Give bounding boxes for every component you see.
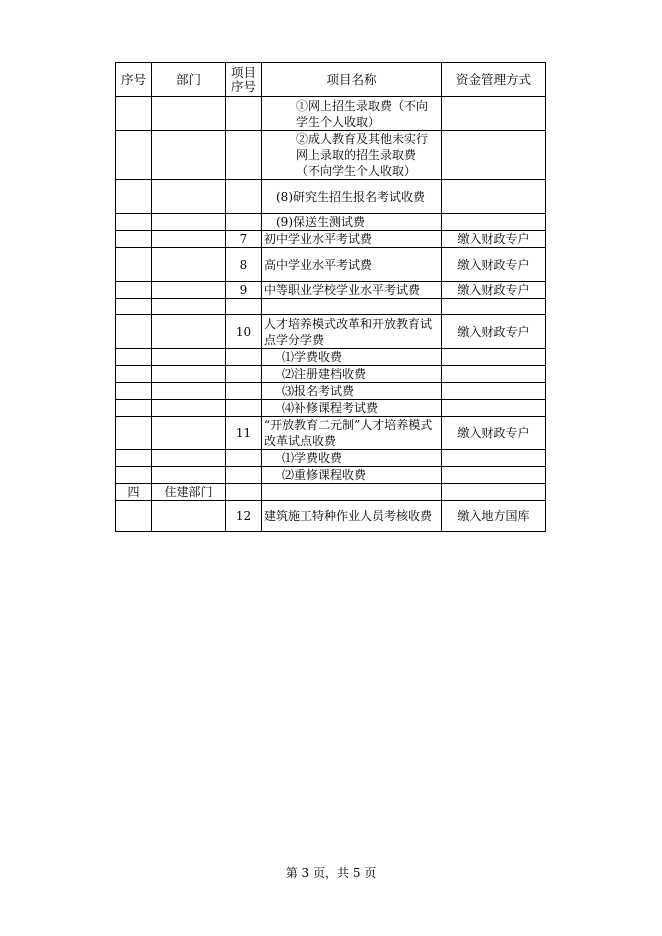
cell-seq [116,214,152,231]
cell-mgmt [442,467,546,484]
cell-dept [152,248,226,282]
cell-seq [116,450,152,467]
cell-dept [152,501,226,532]
cell-dept [152,299,226,315]
cell-seq [116,131,152,180]
cell-dept [152,282,226,299]
table-row [116,366,546,383]
header-item-name: 项目名称 [262,63,442,97]
table-row [116,299,546,315]
cell-num [226,400,262,417]
cell-name: 中等职业学校学业水平考试费 [262,282,442,299]
table-row [116,315,546,349]
table-row [116,349,546,366]
cell-name: (8)研究生招生报名考试收费 [262,180,442,214]
cell-num [226,299,262,315]
cell-num [226,450,262,467]
page-footer: 第 3 页，共 5 页 [285,866,377,880]
cell-name [262,484,442,501]
cell-num: 11 [226,417,262,450]
cell-mgmt: 缴入地方国库 [442,501,546,532]
cell-seq [116,467,152,484]
cell-num: 12 [226,501,262,532]
cell-dept [152,231,226,248]
cell-name: ⑷补修课程考试费 [262,400,442,417]
cell-seq [116,349,152,366]
header-seq: 序号 [116,63,152,97]
cell-mgmt: 缴入财政专户 [442,417,546,450]
cell-dept [152,214,226,231]
cell-name: 高中学业水平考试费 [262,248,442,282]
table-row [116,282,546,299]
cell-seq [116,282,152,299]
cell-dept [152,97,226,131]
cell-num: 10 [226,315,262,349]
cell-num [226,366,262,383]
cell-mgmt [442,484,546,501]
cell-seq [116,383,152,400]
cell-name: ⑴学费收费 [262,349,442,366]
cell-mgmt [442,349,546,366]
cell-name: ⑵注册建档收费 [262,366,442,383]
table-row [116,131,546,180]
table-row [116,501,546,532]
cell-num [226,484,262,501]
cell-mgmt [442,400,546,417]
cell-dept [152,383,226,400]
cell-dept [152,131,226,180]
cell-mgmt: 缴入财政专户 [442,315,546,349]
fee-table [115,62,546,532]
table-row [116,180,546,214]
cell-num: 9 [226,282,262,299]
cell-mgmt [442,131,546,180]
cell-seq [116,231,152,248]
cell-name: ⑶报名考试费 [262,383,442,400]
cell-mgmt [442,383,546,400]
table-row [116,484,546,501]
cell-mgmt: 缴入财政专户 [442,248,546,282]
table-row [116,97,546,131]
table-row [116,248,546,282]
cell-name: ⑵重修课程收费 [262,467,442,484]
cell-num [226,383,262,400]
cell-dept: 住建部门 [152,484,226,501]
cell-mgmt [442,299,546,315]
cell-num [226,349,262,366]
cell-dept [152,400,226,417]
cell-name: 建筑施工特种作业人员考核收费 [262,501,442,532]
cell-name [262,299,442,315]
cell-seq [116,315,152,349]
cell-name: ①网上招生录取费（不向学生个人收取） [262,97,442,131]
cell-seq [116,400,152,417]
cell-dept [152,366,226,383]
cell-dept [152,180,226,214]
table-header-row [116,63,546,97]
cell-num: 8 [226,248,262,282]
cell-seq [116,299,152,315]
table-row [116,417,546,450]
cell-num [226,131,262,180]
cell-mgmt [442,180,546,214]
cell-seq [116,97,152,131]
cell-num [226,97,262,131]
cell-seq [116,248,152,282]
cell-seq [116,501,152,532]
table-row [116,214,546,231]
cell-mgmt [442,366,546,383]
cell-num [226,467,262,484]
cell-num [226,180,262,214]
cell-num: 7 [226,231,262,248]
cell-seq [116,366,152,383]
cell-name: ⑴学费收费 [262,450,442,467]
cell-dept [152,450,226,467]
cell-mgmt [442,450,546,467]
header-dept: 部门 [152,63,226,97]
cell-seq [116,180,152,214]
cell-dept [152,417,226,450]
cell-mgmt [442,97,546,131]
table-row [116,383,546,400]
header-mgmt: 资金管理方式 [442,63,546,97]
cell-name: 初中学业水平考试费 [262,231,442,248]
table-row [116,467,546,484]
cell-seq: 四 [116,484,152,501]
cell-name: ②成人教育及其他未实行网上录取的招生录取费（不向学生个人收取） [262,131,442,180]
table-row [116,450,546,467]
cell-mgmt: 缴入财政专户 [442,282,546,299]
table-row [116,400,546,417]
cell-name: (9)保送生测试费 [262,214,442,231]
cell-seq [116,417,152,450]
cell-dept [152,315,226,349]
cell-dept [152,349,226,366]
cell-name: 人才培养模式改革和开放教育试点学分学费 [262,315,442,349]
table-row [116,231,546,248]
cell-mgmt: 缴入财政专户 [442,231,546,248]
cell-name: “开放教育二元制”人才培养模式改革试点收费 [262,417,442,450]
header-item-num: 项目 序号 [226,63,262,97]
cell-dept [152,467,226,484]
cell-mgmt [442,214,546,231]
cell-num [226,214,262,231]
